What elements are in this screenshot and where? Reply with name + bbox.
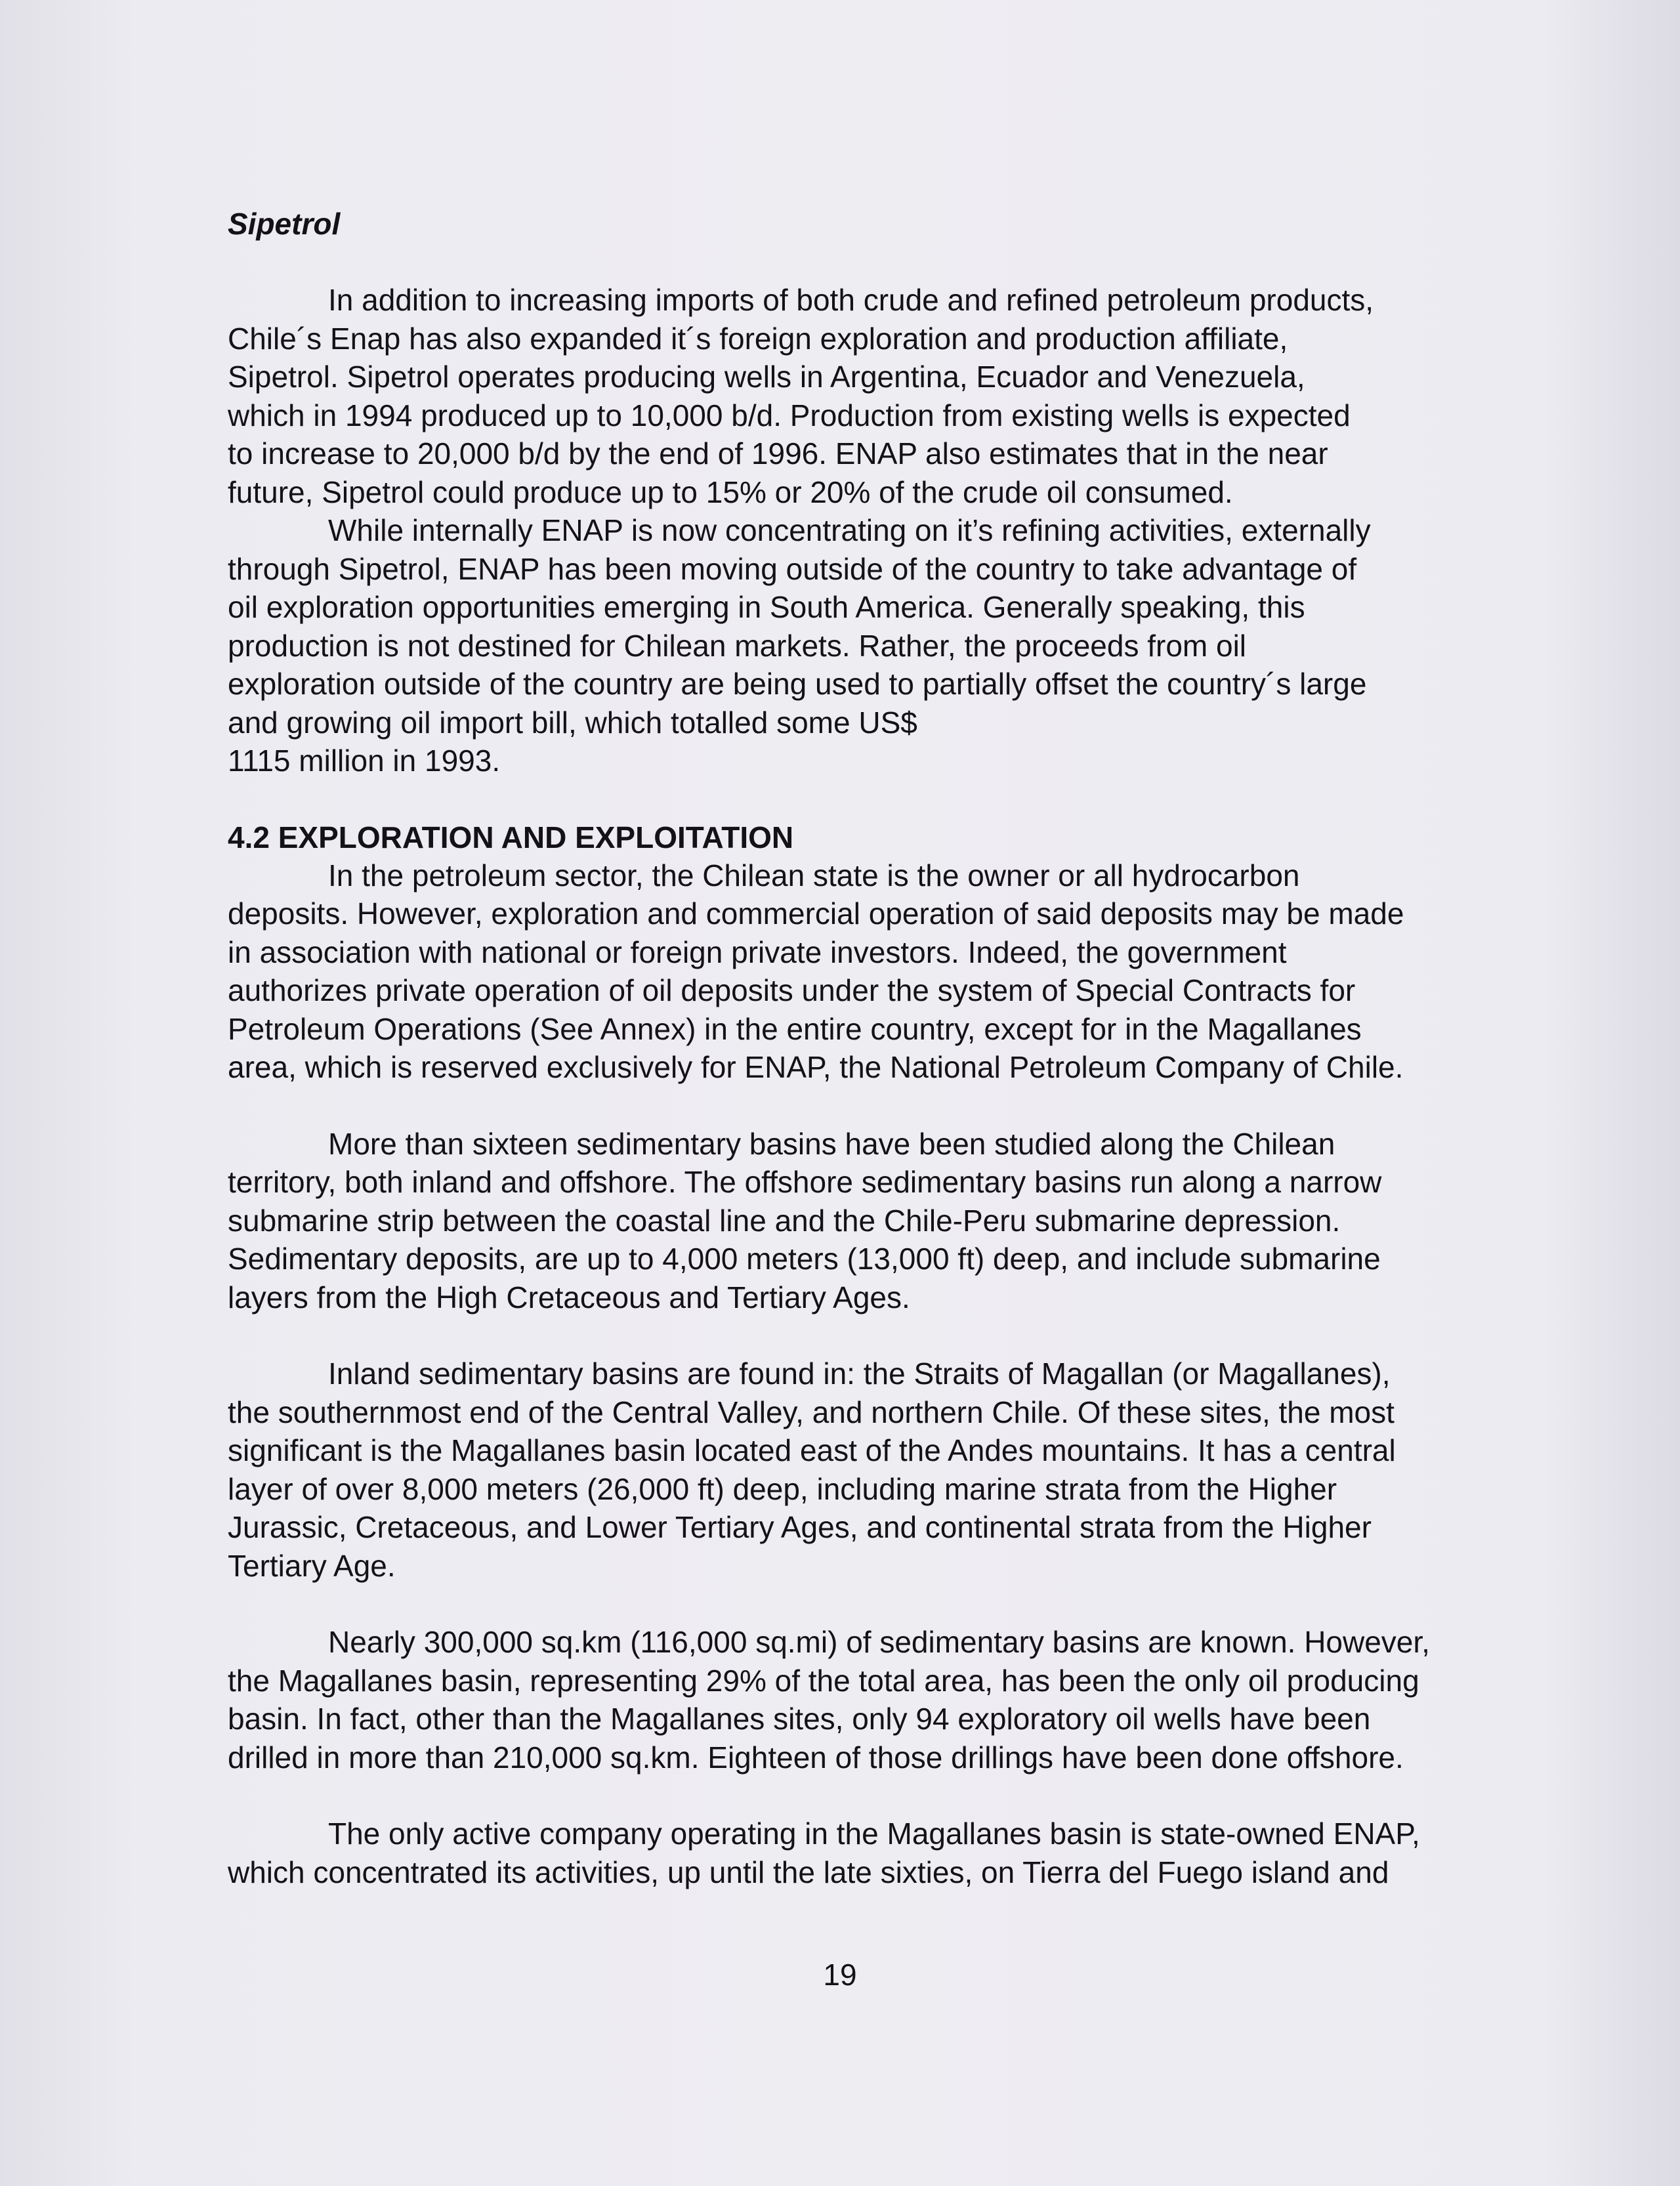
section-title-sipetrol: Sipetrol [228, 207, 341, 241]
text-line: which in 1994 produced up to 10,000 b/d. Production from existing wells is expected [228, 398, 1351, 432]
text-line: Chile´s Enap has also expanded it´s foreign exploration and production affiliate, [228, 321, 1288, 356]
text-line: Sipetrol. Sipetrol operates producing wells in Argentina, Ecuador and Venezuela, [228, 360, 1305, 394]
text-line: layers from the High Cretaceous and Tertiary Ages. [228, 1280, 910, 1314]
paragraph [228, 1623, 1538, 1776]
text-line: the southernmost end of the Central Valley, and northern Chile. Of these sites, the most [228, 1395, 1395, 1429]
text-line: Jurassic, Cretaceous, and Lower Tertiary Ages, and continental strata from the Higher [228, 1510, 1372, 1544]
page-body [228, 205, 1538, 1891]
text-line: authorizes private operation of oil deposits under the system of Special Contracts for [228, 973, 1356, 1007]
paragraph [228, 281, 1538, 511]
spacer [228, 1316, 1538, 1355]
text-line: deposits. However, exploration and commercial operation of said deposits may be made [228, 896, 1404, 931]
paragraph [228, 856, 1538, 1087]
spacer [228, 780, 1538, 818]
page-number: 19 [823, 1958, 857, 1992]
text-line: oil exploration opportunities emerging in South America. Generally speaking, this [228, 590, 1305, 624]
text-line: which concentrated its activities, up until the late sixties, on Tierra del Fuego island and [228, 1855, 1389, 1889]
text-line: significant is the Magallanes basin located east of the Andes mountains. It has a central [228, 1433, 1396, 1467]
text-line: basin. In fact, other than the Magallanes sites, only 94 exploratory oil wells have been [228, 1702, 1371, 1736]
text-line: In addition to increasing imports of both crude and refined petroleum products, [328, 283, 1374, 317]
text-line: exploration outside of the country are being used to partially offset the country´s large [228, 667, 1367, 701]
spacer [228, 243, 1538, 281]
text-line: Sedimentary deposits, are up to 4,000 meters (13,000 ft) deep, and include submarine [228, 1242, 1381, 1276]
spacer [228, 1776, 1538, 1815]
text-line: 1115 million in 1993. [228, 744, 501, 778]
spacer [228, 1585, 1538, 1623]
text-line: in association with national or foreign private investors. Indeed, the government [228, 935, 1287, 969]
text-line: More than sixteen sedimentary basins have been studied along the Chilean [328, 1126, 1335, 1161]
paragraph [228, 1355, 1538, 1585]
paragraph [228, 1815, 1538, 1891]
text-line: Inland sedimentary basins are found in: the Straits of Magallan (or Magallanes), [328, 1356, 1391, 1391]
text-line: territory, both inland and offshore. The offshore sedimentary basins run along a narrow [228, 1165, 1382, 1199]
text-line: through Sipetrol, ENAP has been moving outside of the country to take advantage of [228, 551, 1357, 586]
text-line: The only active company operating in the Magallanes basin is state-owned ENAP, [328, 1817, 1420, 1851]
text-line: submarine strip between the coastal line and the Chile-Peru submarine depression. [228, 1203, 1341, 1238]
text-line: production is not destined for Chilean markets. Rather, the proceeds from oil [228, 628, 1247, 663]
text-line: and growing oil import bill, which totalled some US$ [228, 705, 917, 740]
text-line: future, Sipetrol could produce up to 15% or 20% of the crude oil consumed. [228, 474, 1233, 509]
text-line: Tertiary Age. [228, 1548, 396, 1583]
text-line: Petroleum Operations (See Annex) in the entire country, except for in the Magallanes [228, 1011, 1362, 1046]
text-line: drilled in more than 210,000 sq.km. Eighteen of those drillings have been done offshore. [228, 1740, 1404, 1775]
text-line: the Magallanes basin, representing 29% of the total area, has been the only oil producing [228, 1663, 1419, 1698]
text-line: While internally ENAP is now concentrating on it’s refining activities, externally [328, 513, 1371, 547]
text-line: area, which is reserved exclusively for ENAP, the National Petroleum Company of Chile. [228, 1050, 1404, 1084]
section-heading: 4.2 EXPLORATION AND EXPLOITATION [228, 820, 794, 854]
text-line: layer of over 8,000 meters (26,000 ft) deep, including marine strata from the Higher [228, 1471, 1337, 1506]
text-line: In the petroleum sector, the Chilean state is the owner or all hydrocarbon [328, 858, 1300, 893]
spacer [228, 1087, 1538, 1125]
text-line: to increase to 20,000 b/d by the end of 1996. ENAP also estimates that in the near [228, 436, 1328, 471]
paragraph [228, 511, 1538, 780]
text-line: Nearly 300,000 sq.km (116,000 sq.mi) of sedimentary basins are known. However, [328, 1625, 1430, 1659]
paragraph [228, 1125, 1538, 1317]
